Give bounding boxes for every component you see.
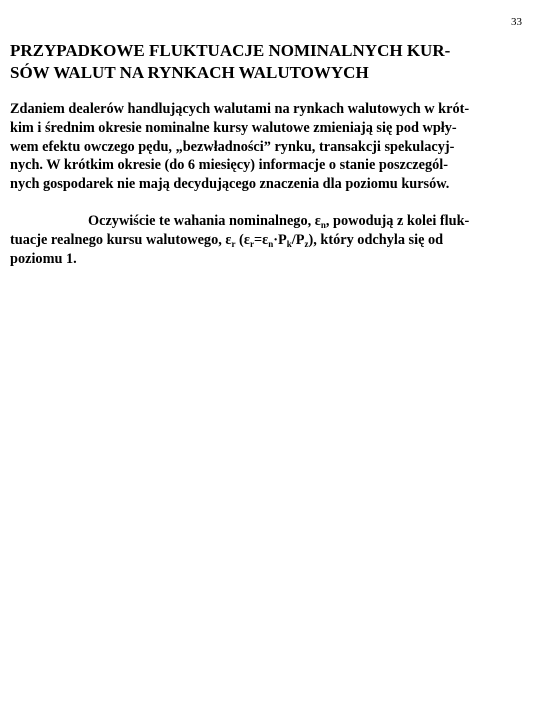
text-segment: ), który odchyla się od	[308, 231, 444, 248]
text-segment: (ε	[235, 231, 250, 248]
paragraph-1-line: nych gospodarek nie mają decydującego znaczenia dla poziomu kursów.	[10, 176, 450, 193]
text-segment: tuacje realnego kursu walutowego, ε	[10, 231, 232, 248]
paragraph-1-line: nych. W krótkim okresie (do 6 miesięcy) informacje o stanie poszczegól-	[10, 157, 448, 174]
subscript: n	[268, 238, 274, 249]
paragraph-1	[10, 100, 532, 194]
paragraph-2	[10, 212, 532, 268]
text-segment: =ε	[253, 231, 269, 248]
page-number: 33	[511, 16, 522, 28]
title-line-2: SÓW WALUT NA RYNKACH WALUTOWYCH	[10, 63, 369, 82]
subscript: n	[320, 220, 326, 230]
text-segment: Oczywiście te wahania nominalnego, ε	[88, 213, 321, 229]
subscript: r	[249, 238, 254, 249]
paragraph-2-line-2	[10, 231, 532, 250]
document-title	[10, 40, 532, 84]
title-line-1: PRZYPADKOWE FLUKTUACJE NOMINALNYCH KUR-	[10, 41, 451, 60]
subscript: r	[231, 238, 236, 249]
paragraph-1-line: wem efektu owczego pędu, „bezwładności” rynku, transakcji spekulacyj-	[10, 138, 455, 155]
text-segment: ·P	[273, 231, 287, 248]
paragraph-2-line-3: poziomu 1.	[10, 250, 77, 267]
subscript: z	[304, 238, 309, 249]
text-segment: /P	[291, 231, 305, 248]
paragraph-1-line: kim i średnim okresie nominalne kursy walutowe zmieniają się pod wpły-	[10, 119, 457, 136]
subscript: k	[286, 238, 292, 249]
paragraph-2-line-1	[10, 212, 532, 231]
paragraph-1-line: Zdaniem dealerów handlujących walutami na rynkach walutowych w krót-	[10, 101, 470, 117]
text-segment: , powodują z kolei fluk-	[325, 213, 470, 229]
